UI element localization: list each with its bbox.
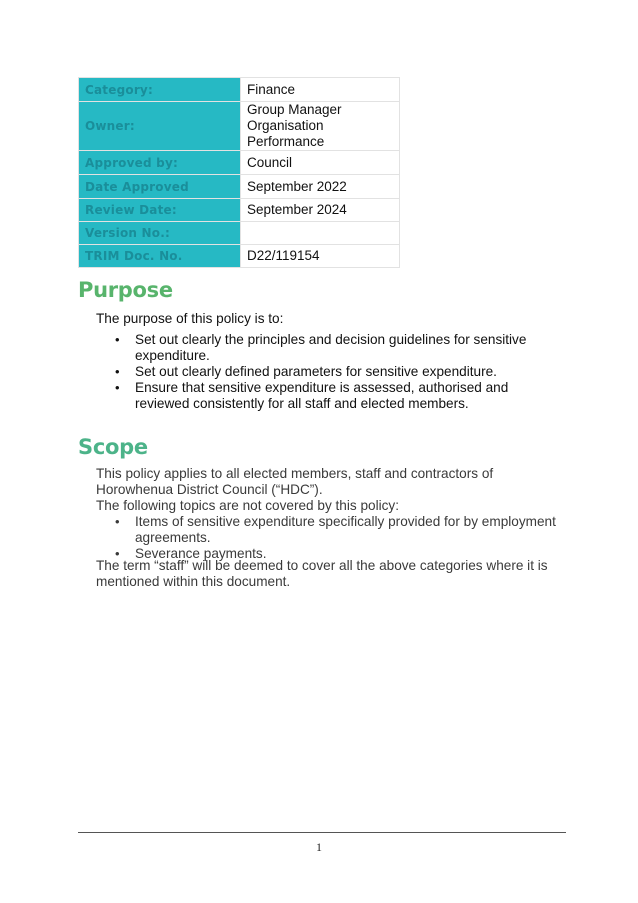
list-item-text: Set out clearly defined parameters for sensitive expenditure. [135, 364, 497, 379]
page-number: 1 [316, 840, 322, 854]
list-item [96, 380, 556, 412]
metadata-label: Owner: [79, 102, 241, 151]
metadata-value: September 2024 [241, 199, 400, 222]
metadata-row [79, 222, 400, 245]
metadata-value: Finance [241, 78, 400, 102]
metadata-value: Group Manager Organisation Performance [241, 102, 400, 151]
scope-exclusions-list [96, 514, 556, 562]
purpose-list [96, 332, 556, 412]
bullet-icon: • [115, 332, 120, 347]
list-item-text: Ensure that sensitive expenditure is assessed, authorised and reviewed consistently for all staff and elected members. [135, 380, 509, 411]
metadata-value: D22/119154 [241, 245, 400, 268]
metadata-row [79, 175, 400, 199]
metadata-label: Date Approved [79, 175, 241, 199]
list-item-text: Set out clearly the principles and decision guidelines for sensitive expenditure. [135, 332, 527, 363]
purpose-intro: The purpose of this policy is to: [96, 311, 284, 326]
metadata-row [79, 245, 400, 268]
scope-closing: The term “staff” will be deemed to cover all the above categories where it is mentioned within this document. [96, 558, 548, 589]
bullet-icon: • [115, 364, 120, 379]
list-item-text: Severance payments. [135, 546, 267, 561]
metadata-label: Version No.: [79, 222, 241, 245]
bullet-icon: • [115, 546, 120, 561]
metadata-label: Category: [79, 78, 241, 102]
list-item [96, 332, 556, 364]
metadata-row [79, 151, 400, 175]
metadata-value [241, 222, 400, 245]
metadata-label: TRIM Doc. No. [79, 245, 241, 268]
scope-topics-intro: The following topics are not covered by this policy: [96, 498, 399, 513]
list-item [96, 364, 556, 380]
list-item [96, 514, 556, 546]
metadata-label: Review Date: [79, 199, 241, 222]
metadata-label: Approved by: [79, 151, 241, 175]
metadata-value: Council [241, 151, 400, 175]
metadata-row [79, 78, 400, 102]
purpose-heading: Purpose [78, 278, 173, 302]
metadata-value: September 2022 [241, 175, 400, 199]
policy-metadata-table [78, 77, 400, 268]
footer-divider [78, 832, 566, 833]
bullet-icon: • [115, 380, 120, 395]
bullet-icon: • [115, 514, 120, 529]
scope-intro: This policy applies to all elected members, staff and contractors of Horowhenua District Council (“HDC”). [96, 466, 494, 497]
scope-heading: Scope [78, 435, 148, 459]
metadata-row [79, 199, 400, 222]
metadata-row [79, 102, 400, 151]
list-item-text: Items of sensitive expenditure specifically provided for by employment agreements. [135, 514, 556, 545]
